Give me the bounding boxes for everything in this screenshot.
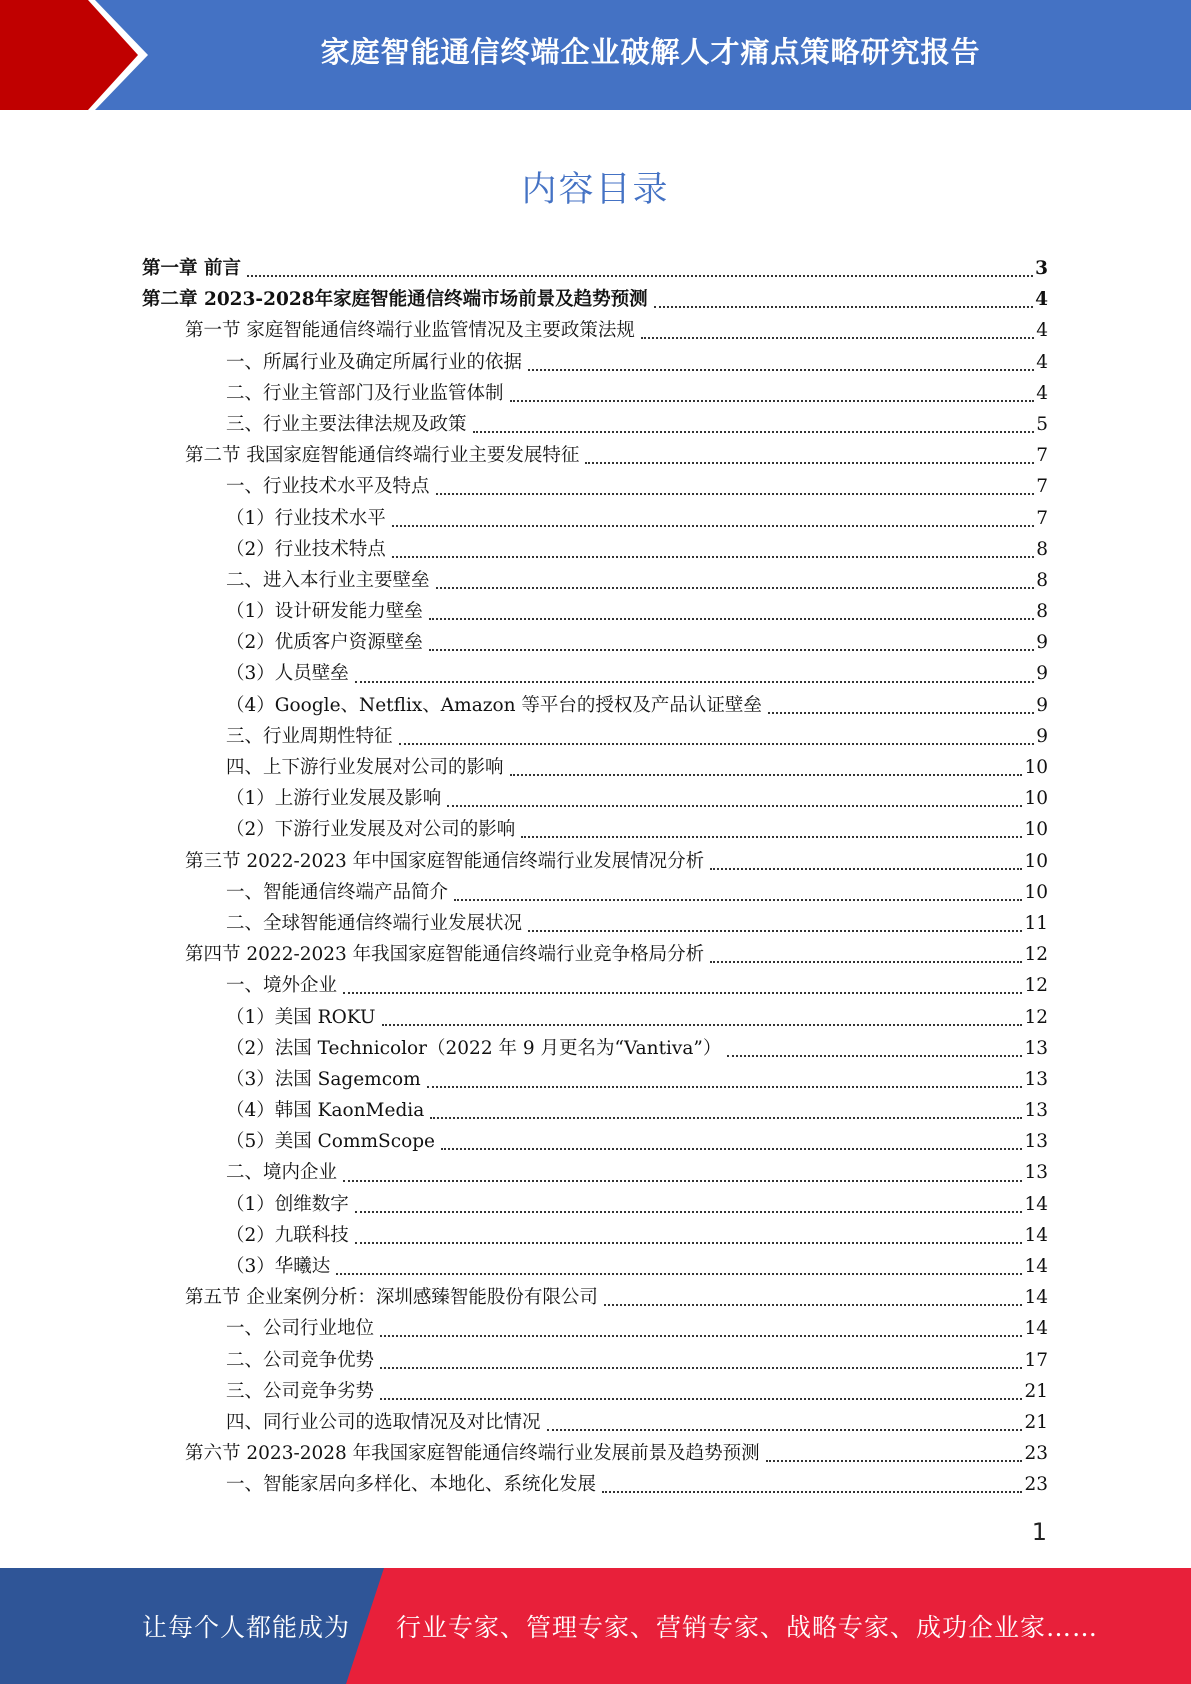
toc-entry-text: 三、公司竞争劣势 [226,1380,375,1402]
toc-entry-page: 13 [1024,1162,1048,1184]
toc-entry-page: 3 [1035,258,1048,279]
toc-entry[interactable] [142,846,1048,877]
table-of-contents [142,253,1048,1501]
toc-entry-page: 13 [1024,1037,1048,1059]
toc-dot-leader [604,1303,1023,1306]
toc-entry[interactable] [142,596,1048,627]
toc-entry-text: 第五节 企业案例分析：深圳感臻智能股份有限公司 [185,1287,598,1309]
toc-entry-text: 四、同行业公司的选取情况及对比情况 [226,1411,541,1433]
toc-entry[interactable] [142,1064,1048,1095]
toc-entry[interactable] [142,471,1048,502]
toc-dot-leader [547,1428,1023,1431]
toc-entry-page: 14 [1024,1193,1048,1215]
toc-entry[interactable] [142,1282,1048,1313]
toc-entry-text: （1）上游行业发展及影响 [226,788,442,810]
toc-dot-leader [441,1147,1022,1150]
toc-entry-text: （1）创维数字 [226,1193,349,1215]
toc-entry-page: 5 [1036,413,1048,435]
toc-entry[interactable] [142,534,1048,565]
toc-entry-page: 12 [1024,975,1048,997]
toc-dot-leader [355,680,1034,683]
toc-dot-leader [380,1397,1022,1400]
toc-entry[interactable] [142,814,1048,845]
toc-entry-text: 一、行业技术水平及特点 [226,476,430,498]
toc-entry-page: 9 [1036,725,1048,747]
toc-entry-page: 14 [1024,1224,1048,1246]
toc-entry-page: 14 [1024,1256,1048,1277]
toc-dot-leader [528,929,1022,932]
toc-entry-text: 第二章 2023-2028年家庭智能通信终端市场前景及趋势预测 [142,289,648,311]
toc-entry-page: 12 [1024,1006,1048,1028]
toc-entry[interactable] [142,658,1048,689]
toc-entry-text: 第四节 2022-2023 年我国家庭智能通信终端行业竞争格局分析 [185,944,705,966]
toc-dot-leader [427,1085,1023,1088]
toc-entry[interactable] [142,752,1048,783]
toc-entry-text: （4）韩国 KaonMedia [226,1100,425,1122]
toc-entry[interactable] [142,627,1048,658]
toc-dot-leader [392,555,1034,558]
toc-entry[interactable] [142,1189,1048,1220]
toc-entry[interactable] [142,1033,1048,1064]
toc-entry-text: 第一章 前言 [142,258,241,279]
toc-entry-page: 21 [1024,1380,1048,1402]
toc-dot-leader [473,430,1035,433]
toc-entry[interactable] [142,1220,1048,1251]
toc-entry-page: 10 [1024,850,1048,872]
toc-entry-text: （2）优质客户资源壁垒 [226,632,423,654]
toc-entry-page: 4 [1036,351,1048,373]
toc-entry-text: （3）华曦达 [226,1256,331,1277]
toc-entry-text: 第六节 2023-2028 年我国家庭智能通信终端行业发展前景及趋势预测 [185,1443,760,1465]
toc-dot-leader [521,835,1022,838]
toc-entry-text: 一、智能家居向多样化、本地化、系统化发展 [226,1474,597,1496]
toc-entry[interactable] [142,877,1048,908]
toc-dot-leader [510,773,1023,776]
toc-entry-page: 10 [1024,788,1048,810]
toc-entry[interactable] [142,970,1048,1001]
toc-entry-text: 第三节 2022-2023 年中国家庭智能通信终端行业发展情况分析 [185,850,705,872]
toc-entry[interactable] [142,1251,1048,1282]
toc-entry[interactable] [142,1376,1048,1407]
toc-entry-page: 7 [1036,476,1048,498]
toc-entry-text: 三、行业周期性特征 [226,725,393,747]
toc-entry-page: 23 [1024,1474,1048,1496]
toc-entry[interactable] [142,1438,1048,1469]
toc-entry-page: 8 [1036,601,1048,623]
toc-entry-page: 14 [1024,1318,1048,1340]
toc-entry-text: 一、境外企业 [226,975,338,997]
toc-dot-leader [710,960,1022,963]
toc-entry-text: 第一节 家庭智能通信终端行业监管情况及主要政策法规 [185,320,635,342]
toc-entry-text: （3）人员壁垒 [226,663,349,685]
toc-dot-leader [768,711,1034,714]
toc-entry-text: 一、公司行业地位 [226,1318,375,1340]
toc-entry-text: （1）设计研发能力壁垒 [226,601,423,623]
toc-entry-page: 23 [1024,1443,1048,1465]
toc-dot-leader [343,991,1022,994]
toc-entry-page: 4 [1036,382,1048,404]
footer-slogan-left: 让每个人都能成为 [142,1613,351,1642]
toc-dot-leader [336,1272,1022,1275]
toc-entry-text: （4）Google、Netflix、Amazon 等平台的授权及产品认证壁垒 [226,694,762,716]
toc-entry-text: 第二节 我国家庭智能通信终端行业主要发展特征 [185,445,580,467]
toc-entry-text: 二、境内企业 [226,1162,338,1184]
toc-entry-text: 二、进入本行业主要壁垒 [226,569,430,591]
toc-entry[interactable] [142,1345,1048,1376]
page-header [0,0,1191,110]
page-footer [0,1568,1191,1684]
toc-entry-text: 二、公司竞争优势 [226,1349,375,1371]
toc-dot-leader [436,492,1035,495]
toc-dot-leader [429,617,1034,620]
toc-entry[interactable] [142,1469,1048,1500]
toc-entry-text: （2）行业技术特点 [226,538,386,560]
toc-entry-text: （1）美国 ROKU [226,1006,376,1028]
toc-entry-page: 8 [1036,538,1048,560]
toc-entry-page: 9 [1036,632,1048,654]
toc-dot-leader [355,1210,1023,1213]
toc-entry-page: 7 [1036,507,1048,529]
toc-dot-leader [399,742,1035,745]
toc-dot-leader [343,1179,1022,1182]
toc-dot-leader [654,305,1034,308]
toc-entry-page: 4 [1036,320,1048,342]
toc-dot-leader [641,336,1034,339]
toc-entry-page: 4 [1035,289,1048,311]
toc-dot-leader [454,898,1022,901]
toc-entry[interactable] [142,939,1048,970]
toc-entry[interactable] [142,565,1048,596]
toc-entry-text: （2）下游行业发展及对公司的影响 [226,819,516,841]
toc-entry[interactable] [142,284,1048,315]
toc-entry-page: 13 [1024,1100,1048,1122]
toc-entry[interactable] [142,1002,1048,1033]
toc-title: 内容目录 [521,170,670,210]
toc-entry[interactable] [142,721,1048,752]
toc-entry-page: 7 [1036,445,1048,467]
toc-dot-leader [528,368,1034,371]
toc-dot-leader [585,461,1034,464]
toc-entry-page: 13 [1024,1131,1048,1153]
toc-entry-text: 一、智能通信终端产品简介 [226,881,449,903]
toc-entry-text: （1）行业技术水平 [226,507,386,529]
toc-entry[interactable] [142,1407,1048,1438]
toc-dot-leader [766,1459,1023,1462]
toc-entry-text: （2）法国 Technicolor（2022 年 9 月更名为“Vantiva”） [226,1037,722,1059]
toc-entry-text: 三、行业主要法律法规及政策 [226,413,467,435]
toc-entry[interactable] [142,315,1048,346]
toc-entry[interactable] [142,783,1048,814]
toc-entry-page: 11 [1024,912,1048,934]
footer-slogan-right: 行业专家、管理专家、营销专家、战略专家、成功企业家…… [396,1613,1099,1642]
toc-entry-page: 8 [1036,569,1048,591]
toc-entry[interactable] [142,1126,1048,1157]
toc-dot-leader [602,1490,1022,1493]
toc-dot-leader [510,399,1035,402]
toc-entry[interactable] [142,690,1048,721]
toc-entry-page: 10 [1024,881,1048,903]
toc-entry-text: 二、行业主管部门及行业监管体制 [226,382,504,404]
toc-entry[interactable] [142,347,1048,378]
toc-entry-page: 9 [1036,663,1048,685]
toc-entry[interactable] [142,1313,1048,1344]
toc-dot-leader [430,1116,1022,1119]
page-number: 1 [1031,1518,1047,1546]
toc-entry-text: （2）九联科技 [226,1224,349,1246]
toc-dot-leader [380,1334,1022,1337]
toc-dot-leader [382,1023,1023,1026]
toc-entry-page: 10 [1024,819,1048,841]
header-title: 家庭智能通信终端企业破解人才痛点策略研究报告 [320,34,981,69]
toc-entry[interactable] [142,378,1048,409]
toc-entry-page: 14 [1024,1287,1048,1309]
toc-entry[interactable] [142,1157,1048,1188]
toc-entry-text: 四、上下游行业发展对公司的影响 [226,757,504,778]
toc-entry[interactable] [142,253,1048,284]
toc-dot-leader [380,1366,1022,1369]
toc-entry-page: 12 [1024,944,1048,966]
toc-dot-leader [447,804,1022,807]
toc-entry[interactable] [142,503,1048,534]
toc-entry-page: 17 [1024,1349,1048,1371]
toc-entry-text: （5）美国 CommScope [226,1131,435,1153]
toc-entry[interactable] [142,440,1048,471]
toc-entry-page: 9 [1036,694,1048,716]
toc-entry-page: 21 [1024,1411,1048,1433]
toc-entry-text: 二、全球智能通信终端行业发展状况 [226,912,523,934]
toc-dot-leader [355,1241,1023,1244]
toc-dot-leader [710,867,1022,870]
toc-entry[interactable] [142,409,1048,440]
toc-dot-leader [429,648,1034,651]
toc-dot-leader [727,1054,1022,1057]
toc-entry-page: 10 [1024,757,1048,778]
toc-dot-leader [247,274,1033,277]
toc-entry[interactable] [142,1095,1048,1126]
toc-entry-page: 13 [1024,1068,1048,1090]
toc-entry-text: 一、所属行业及确定所属行业的依据 [226,351,523,373]
toc-entry[interactable] [142,908,1048,939]
toc-entry-text: （3）法国 Sagemcom [226,1068,421,1090]
toc-dot-leader [392,524,1034,527]
toc-dot-leader [436,586,1035,589]
